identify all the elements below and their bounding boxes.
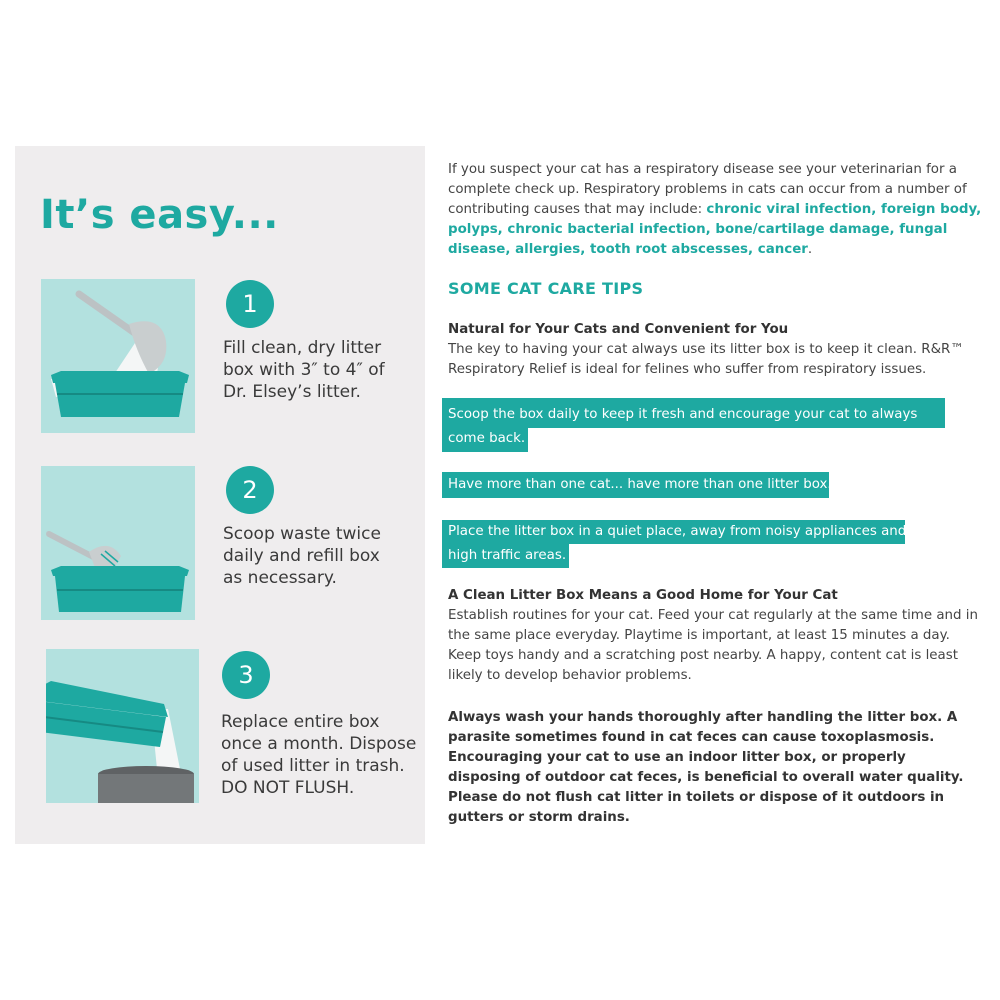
step-1-number: 1	[226, 280, 274, 328]
tip-3-line1: Place the litter box in a quiet place, away from noisy appliances and	[448, 524, 907, 539]
tip-2-line1: Have more than one cat... have more than one litter box.	[448, 477, 832, 492]
section-natural-title: Natural for Your Cats and Convenient for You	[448, 322, 789, 337]
step-2-text: Scoop waste twice daily and refill box as necessary.	[223, 524, 381, 588]
section-natural	[448, 320, 983, 380]
litter-scoop-waste-illustration	[41, 466, 195, 620]
litter-scoop-pour-illustration	[41, 279, 195, 433]
tip-1-line1: Scoop the box daily to keep it fresh and encourage your cat to always	[448, 407, 918, 422]
causes-list: chronic viral infection, foreign body, polyps, chronic bacterial infection, bone/cartilage damage, fungal disease, allergies, tooth root abscesses, cancer	[448, 202, 982, 257]
section-clean-home	[448, 586, 983, 686]
section-clean-home-title: A Clean Litter Box Means a Good Home for Your Cat	[448, 588, 838, 603]
hygiene-warning: Always wash your hands thoroughly after handling the litter box. A parasite sometimes found in cat feces can cause toxoplasmosis. Encouraging your cat to use an indoor litter box, or properly disposing of outdoor cat feces, is beneficial to overall water quality. Please do not flush cat litter in toilets or dispose of it outdoors in gutters or storm drains.	[448, 710, 964, 825]
tip-1-line2: come back.	[448, 431, 526, 446]
step-3-text: Replace entire box once a month. Dispose of used litter in trash. DO NOT FLUSH.	[221, 712, 417, 798]
step-2-number: 2	[226, 466, 274, 514]
litter-dump-trash-illustration	[46, 649, 199, 803]
section-clean-home-body: Establish routines for your cat. Feed your cat regularly at the same time and in the same place everyday. Playtime is important, at least 15 minutes a day. Keep toys handy and a scratching post nearby. A happy, content cat is least likely to develop behavior problems.	[448, 608, 978, 683]
intro-text: If you suspect your cat has a respiratory disease see your veterinarian for a complete check up. Respiratory problems in cats can occur from a number of contributing causes that may include:	[448, 162, 967, 217]
intro-paragraph	[448, 160, 983, 260]
tip-3-line2: high traffic areas.	[448, 548, 567, 563]
headline: It’s easy...	[40, 192, 279, 238]
tips-heading: SOME CAT CARE TIPS	[448, 279, 644, 298]
section-natural-body: The key to having your cat always use its litter box is to keep it clean. R&R™ Respiratory Relief is ideal for felines who suffer from respiratory issues.	[448, 342, 964, 377]
step-1-text: Fill clean, dry litter box with 3″ to 4″ of Dr. Elsey’s litter.	[223, 338, 385, 402]
step-3-number: 3	[222, 651, 270, 699]
intro-end: .	[807, 242, 813, 257]
